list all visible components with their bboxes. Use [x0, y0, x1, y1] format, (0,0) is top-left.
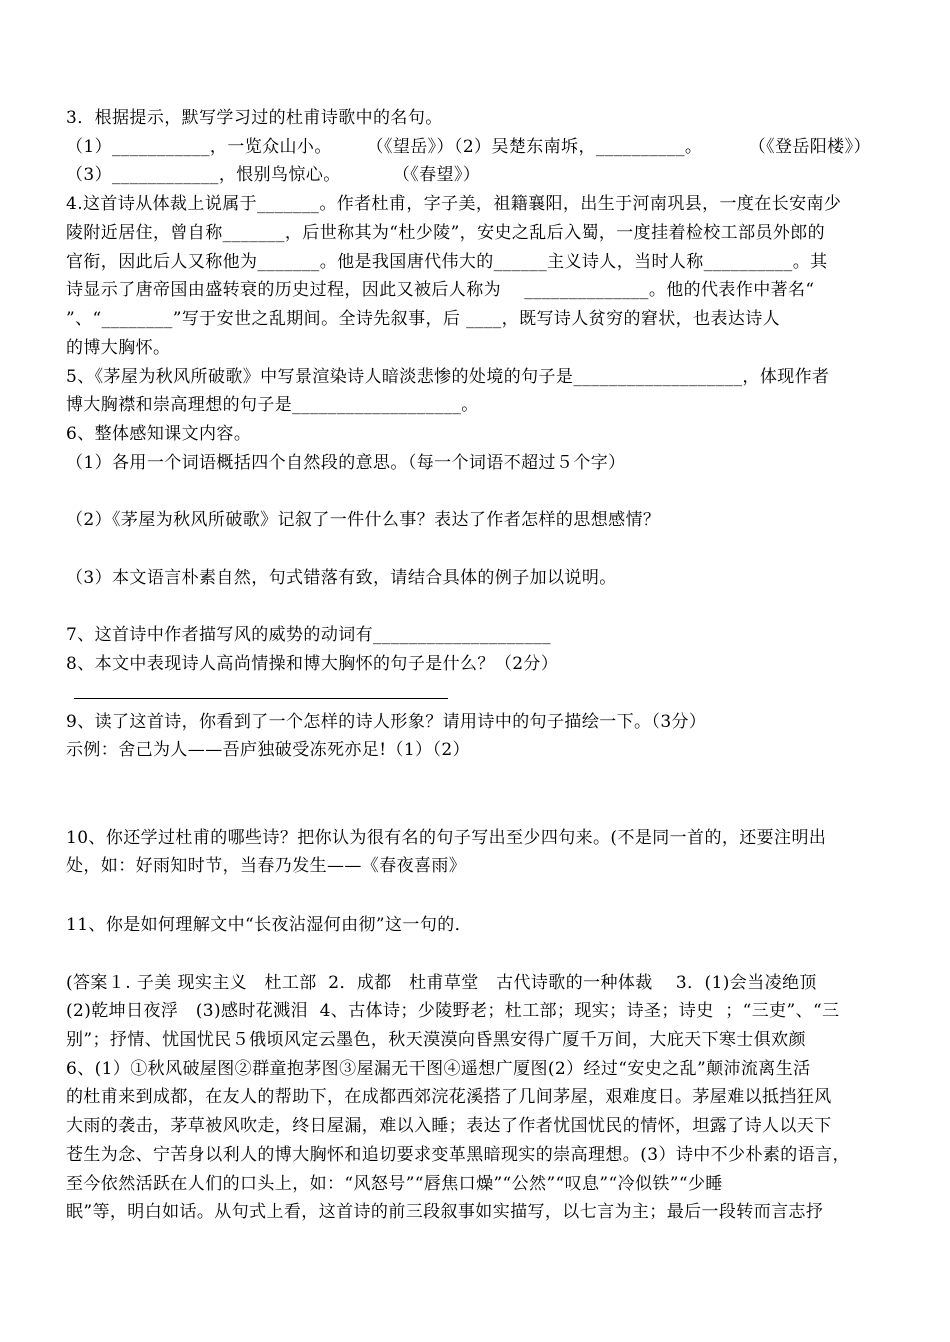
answers-line-3: 别”；抒情、忧国忧民５俄顷风定云墨色，秋天漠漠向昏黑安得广厦千万间，大庇天下寒士俱欢颜: [66, 1030, 806, 1050]
answers-line-9: 眠”等，明白如话。从句式上看，这首诗的前三段叙事如实描写，以七言为主；最后一段转而言志抒: [66, 1202, 824, 1222]
q7: 7、这首诗中作者描写风的威势的动词有____________________: [66, 625, 552, 645]
q6-title: 6、整体感知课文内容。: [66, 424, 252, 444]
answers-line-7: 苍生为念、宁苦身以利人的博大胸怀和追切要求变革黑暗现实的崇高理想。(3）诗中不少朴素的语言，: [66, 1145, 850, 1165]
answers-line-4: 6、(1）①秋风破屋图②群童抱茅图③屋漏无干图④遥想广厦图(2）经过“安史之乱”颠沛流离生活: [66, 1059, 811, 1079]
q4-line-2: 陵附近居住，曾自称_______，后世称其为“杜少陵”，安史之乱后入蜀，一度挂着检校工部员外郎的: [66, 223, 826, 243]
answers-line-6: 大雨的袭击，茅草被风吹走，终日屋漏，难以入睡；表达了作者忧国忧民的情怀，坦露了诗人以天下: [66, 1116, 832, 1136]
q8: 8、本文中表现诗人高尚情操和博大胸怀的句子是什么？（2分）: [66, 654, 559, 674]
q4-line-3: 官衔，因此后人又称他为_______。他是我国唐代伟大的______主义诗人，当时人称__________。其: [66, 252, 828, 272]
q3-line-1: （1）___________，一览众山小。 （《望岳》）（2）吴楚东南坼，__________。 （《登岳阳楼》）: [66, 137, 871, 157]
answers-line-8: 至今依然活跃在人们的口头上，如：“风怒号”“唇焦口燥”“公然”“叹息”“冷似铁”“少睡: [66, 1174, 723, 1194]
q4-line-4: 诗显示了唐帝国由盛转衰的历史过程，因此又被后人称为 ______________。他的代表作中著名“: [66, 280, 815, 300]
q11: 11、你是如何理解文中“长夜沾湿何由彻”这一句的．: [66, 915, 473, 935]
q10-line-2: 处，如：好雨知时节，当春乃发生——《春夜喜雨》: [66, 856, 467, 876]
q8-answer-line: [74, 698, 448, 699]
q6-sub-1: （1）各用一个词语概括四个自然段的意思。（每一个词语不超过５个字）: [66, 453, 626, 473]
q4-line-1: 4.这首诗从体裁上说属于_______。作者杜甫，字子美，祖籍襄阳，出生于河南巩县，一度在长安南少: [66, 194, 842, 214]
q9-example: 示例：舍己为人——吾庐独破受冻死亦足!（1）（2）: [66, 740, 470, 760]
q6-sub-3: （3）本文语言朴素自然，句式错落有致，请结合具体的例子加以说明。: [66, 568, 617, 588]
q3-line-2: （3）____________，恨别鸟惊心。 （《春望》）: [66, 165, 481, 185]
q6-sub-2: （2）《茅屋为秋风所破歌》记叙了一件什么事？表达了作者怎样的思想感情？: [66, 510, 661, 530]
q5-line-1: 5、《茅屋为秋风所破歌》中写景渲染诗人暗淡悲惨的处境的句子是___________________，体现作者: [66, 367, 830, 387]
q5-line-2: 博大胸襟和崇高理想的句子是___________________。: [66, 395, 479, 415]
q4-line-6: 的博大胸怀。: [66, 338, 171, 358]
answers-line-5: 的杜甫来到成都，在友人的帮助下，在成都西郊浣花溪搭了几间茅屋，艰难度日。茅屋难以抵挡狂风: [66, 1087, 832, 1107]
q10-line-1: 10、你还学过杜甫的哪些诗？把你认为很有名的句子写出至少四句来。(不是同一首的，还要注明出: [66, 828, 827, 848]
q4-line-5: ”、“________”写于安世之乱期间。全诗先叙事，后 ____，既写诗人贫穷的窘状，也表达诗人: [66, 309, 781, 329]
answers-line-2: (2)乾坤日夜浮 (3)感时花溅泪 4、古体诗；少陵野老；杜工部；现实；诗圣；诗史 ；“三吏”、“三: [66, 1001, 840, 1021]
q9: 9、读了这首诗，你看到了一个怎样的诗人形象？请用诗中的句子描绘一下。（3分）: [66, 712, 707, 732]
q3-title: 3．根据提示，默写学习过的杜甫诗歌中的名句。: [66, 108, 443, 128]
answers-line-1: (答案１. 子美 现实主义 杜工部 2．成都 杜甫草堂 古代诗歌的一种体裁 3．(1)会当凌绝顶: [66, 973, 817, 993]
